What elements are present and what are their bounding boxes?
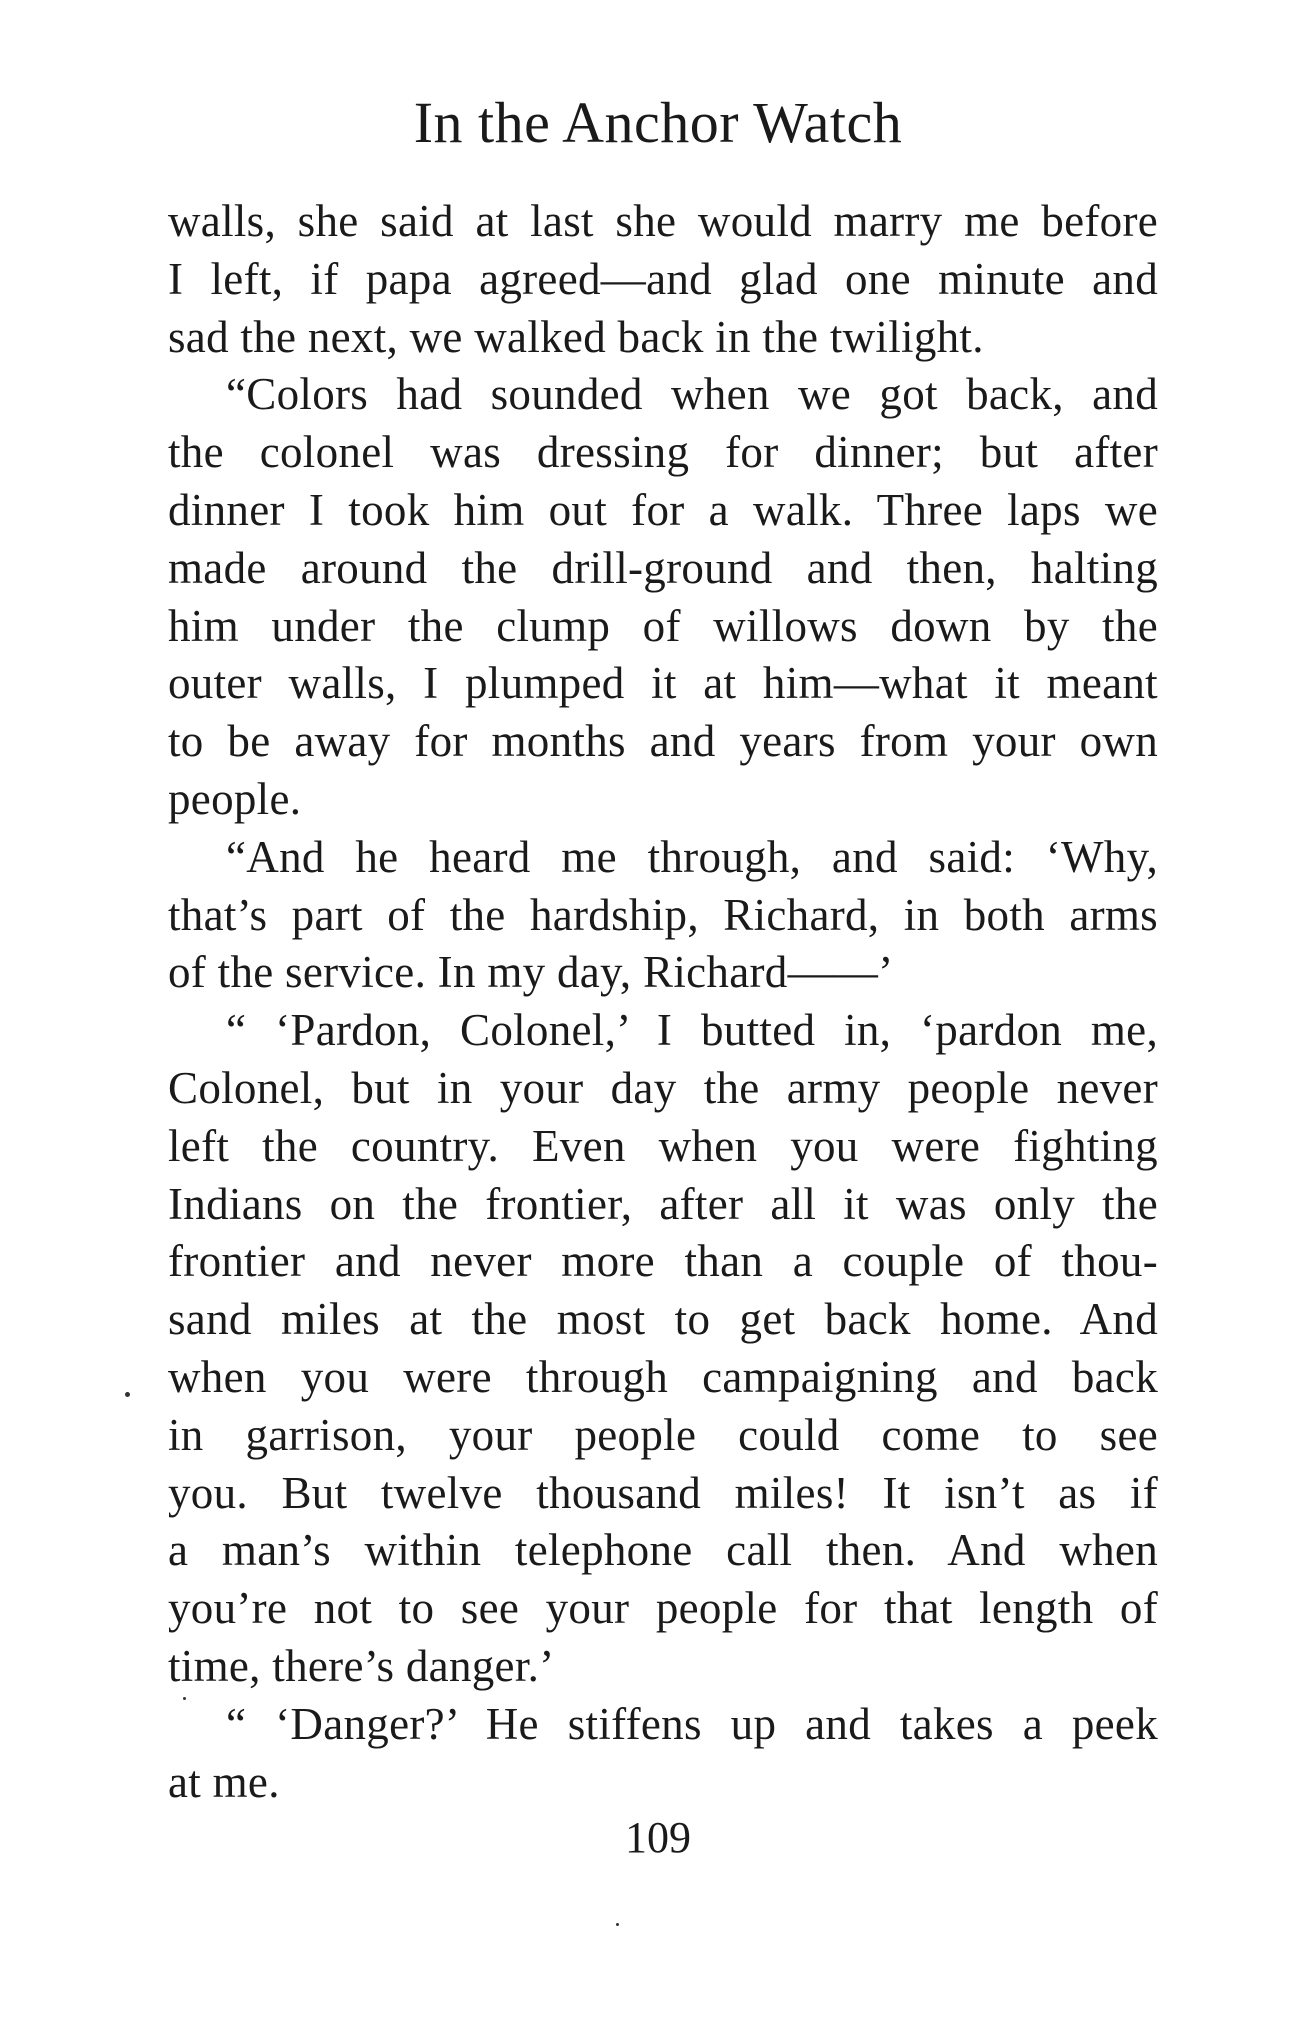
- text-line: frontier and never more than a couple of thou-: [168, 1236, 1158, 1287]
- text-line: Colonel, but in your day the army people never: [168, 1062, 1158, 1113]
- text-line: made around the drill-ground and then, halting: [168, 542, 1158, 593]
- text-line: walls, she said at last she would marry me before: [168, 196, 1158, 246]
- margin-speck: [125, 1392, 130, 1397]
- text-line: outer walls, I plumped it at him—what it meant: [168, 658, 1158, 709]
- text-line: “ ‘Danger?’ He stiffens up and takes a peek: [226, 1698, 1158, 1749]
- margin-speck: [183, 1697, 186, 1700]
- text-line: at me.: [168, 1756, 280, 1807]
- text-line: that’s part of the hardship, Richard, in both arms: [168, 889, 1158, 940]
- text-line: him under the clump of willows down by the: [168, 600, 1158, 651]
- text-line: you’re not to see your people for that length of: [168, 1583, 1158, 1634]
- text-line: left the country. Even when you were fighting: [168, 1120, 1158, 1171]
- text-line: time, there’s danger.’: [168, 1640, 555, 1691]
- text-line: Indians on the frontier, after all it was only the: [168, 1178, 1158, 1229]
- text-line: a man’s within telephone call then. And when: [168, 1525, 1158, 1576]
- text-line: sand miles at the most to get back home. And: [168, 1294, 1158, 1345]
- running-head: In the Anchor Watch: [413, 90, 903, 155]
- text-line: “Colors had sounded when we got back, and: [226, 369, 1158, 420]
- text-line: “ ‘Pardon, Colonel,’ I butted in, ‘pardon me,: [226, 1005, 1158, 1056]
- text-line: of the service. In my day, Richard——’: [168, 947, 894, 998]
- text-line: people.: [168, 773, 302, 824]
- text-line: the colonel was dressing for dinner; but after: [168, 427, 1158, 478]
- text-line: sad the next, we walked back in the twilight.: [168, 311, 984, 362]
- text-line: you. But twelve thousand miles! It isn’t as if: [168, 1467, 1158, 1518]
- text-line: “And he heard me through, and said: ‘Why,: [226, 831, 1158, 882]
- text-line: to be away for months and years from your own: [168, 716, 1158, 767]
- body-text: [168, 193, 1158, 1811]
- text-line: when you were through campaigning and back: [168, 1351, 1158, 1402]
- page-number: 109: [625, 1813, 691, 1862]
- text-line: dinner I took him out for a walk. Three laps we: [168, 484, 1158, 535]
- text-line: in garrison, your people could come to see: [168, 1409, 1158, 1460]
- text-line: I left, if papa agreed—and glad one minute and: [168, 253, 1158, 304]
- margin-speck: [616, 1923, 619, 1926]
